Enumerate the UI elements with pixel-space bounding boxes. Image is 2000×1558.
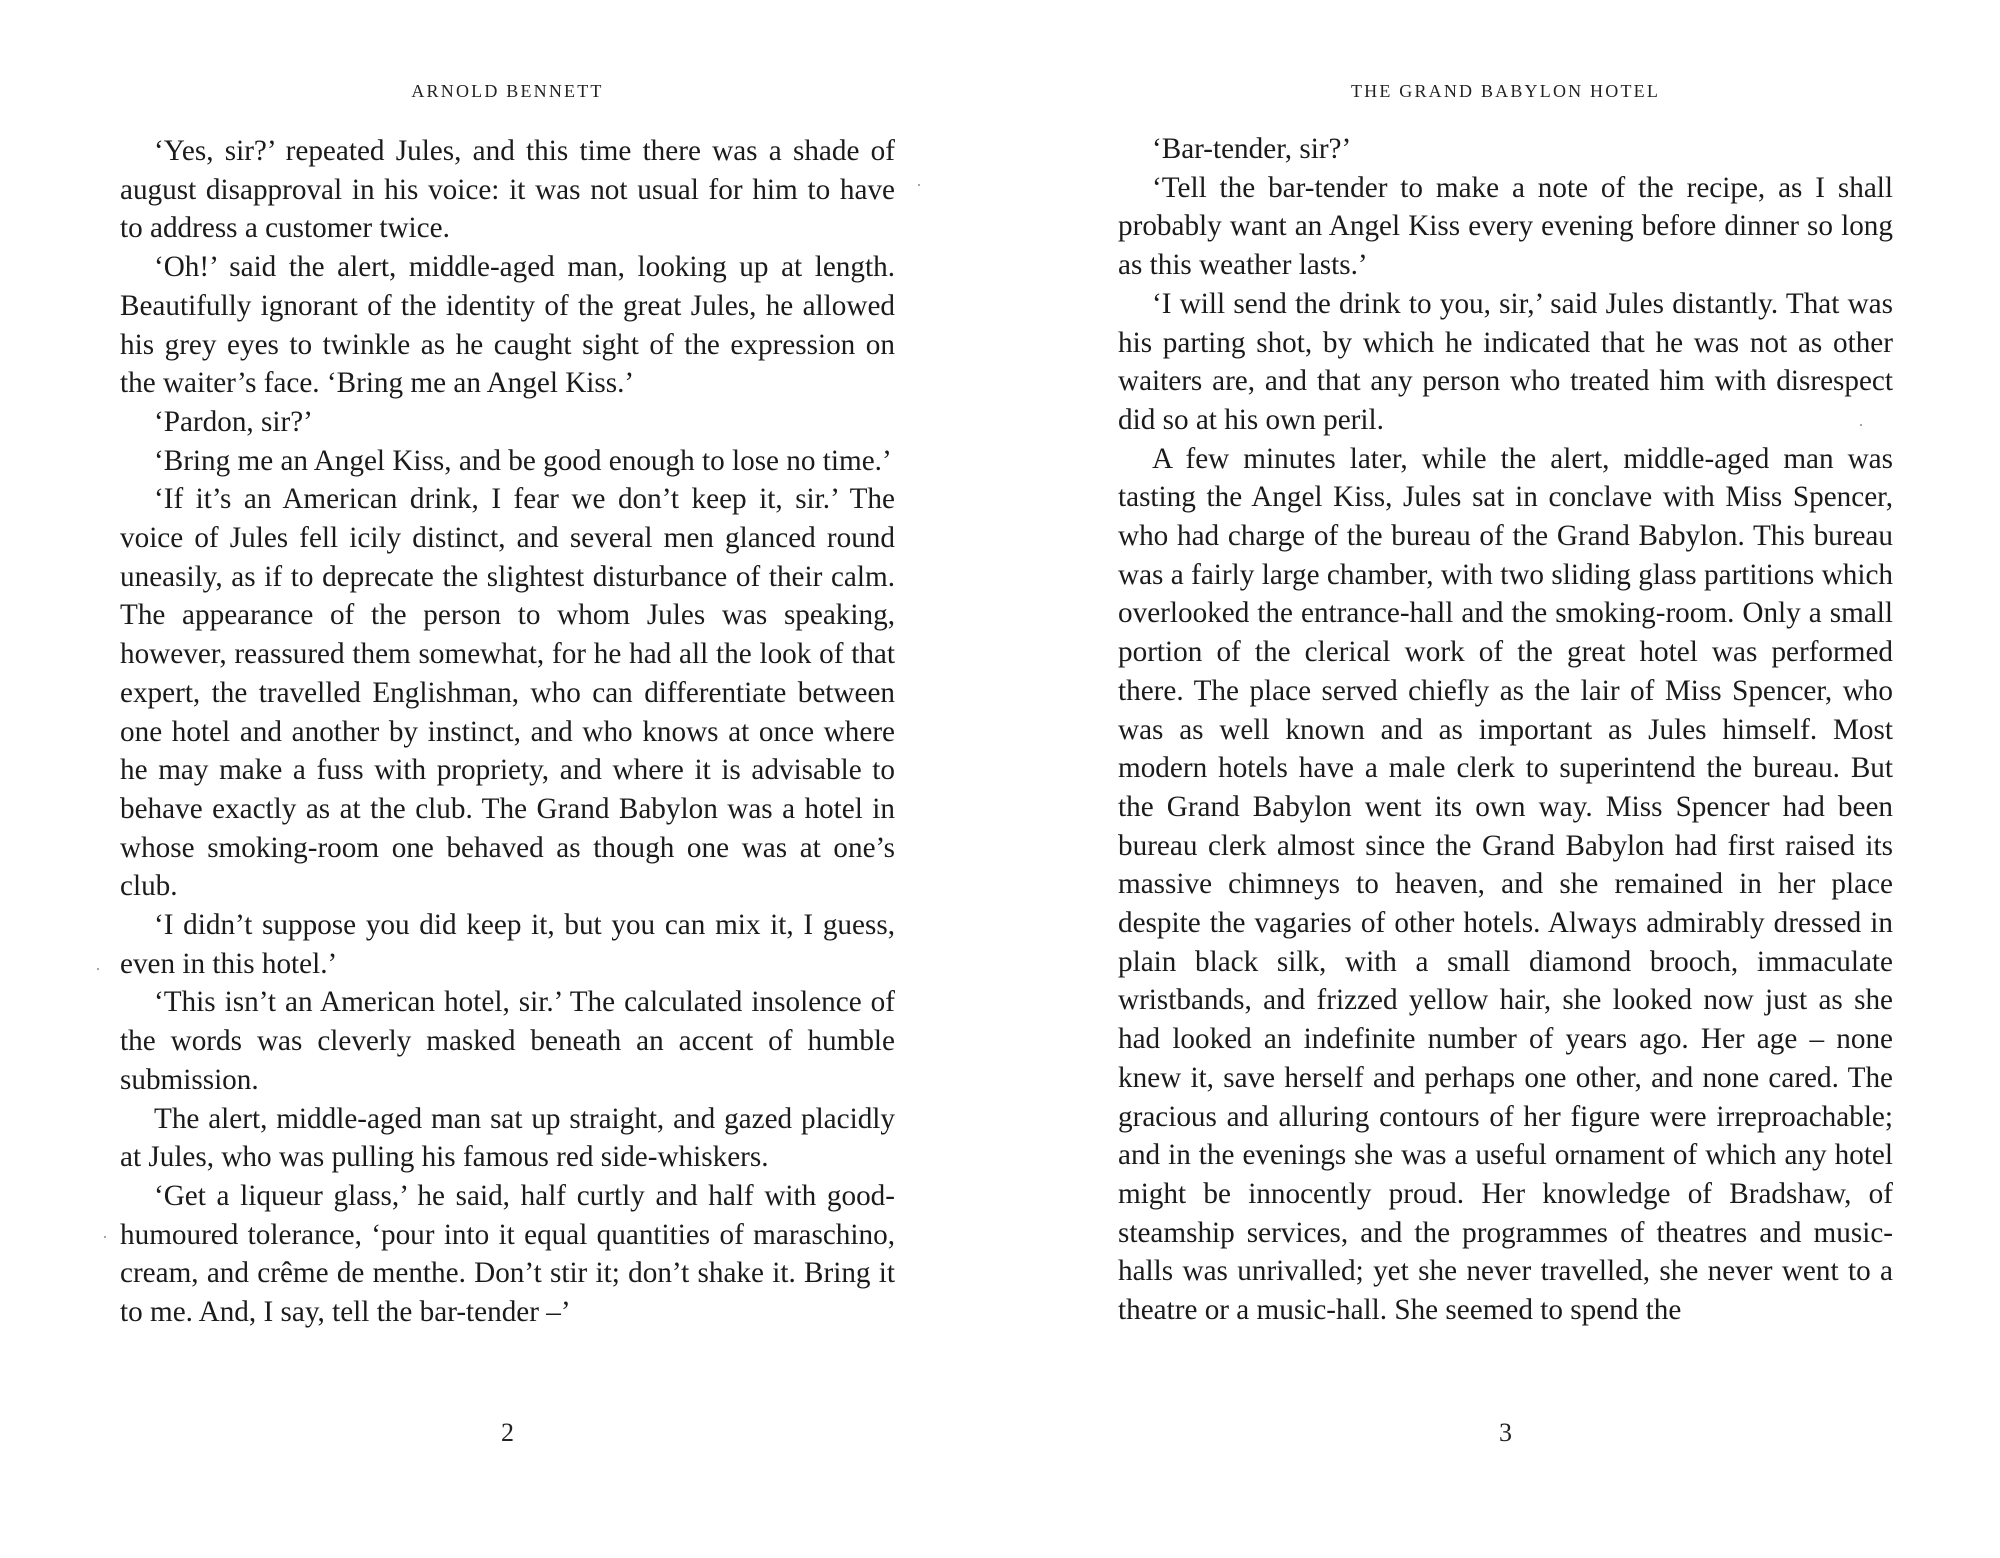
left-page: [120, 0, 895, 1558]
left-page-text: [120, 132, 895, 1332]
scan-speck: [97, 968, 99, 970]
running-head-title: THE GRAND BABYLON HOTEL: [1350, 81, 1661, 101]
scan-speck: [918, 184, 920, 186]
paragraph: ‘Oh!’ said the alert, middle-aged man, looking up at length. Beautifully ignorant of the identity of the great Jules, he allowed his grey eyes to twinkle as he caught sight of the expression on the waiter’s face. ‘Bring me an Angel Kiss.’: [120, 251, 895, 400]
paragraph: ‘If it’s an American drink, I fear we don’t keep it, sir.’ The voice of Jules fell icily distinct, and several men glanced round uneasily, as if to deprecate the slightest disturbance of their calm. The appearance of the person to whom Jules was speaking, however, reassured them somewhat, for he had all the look of that expert, the travelled Englishman, who can differentiate between one hotel and another by instinct, and who knows at once where he may make a fuss with propriety, and where it is advisable to behave exactly as at the club. The Grand Babylon was a hotel in whose smoking-room one behaved as though one was at one’s club.: [120, 483, 895, 903]
running-head-author: ARNOLD BENNETT: [411, 81, 604, 101]
paragraph: ‘Pardon, sir?’: [154, 405, 313, 438]
right-page-text: [1118, 130, 1893, 1330]
paragraph: A few minutes later, while the alert, middle-aged man was tasting the Angel Kiss, Jules sat in conclave with Miss Spencer, who had charge of the bureau of the Grand Babylon. This bureau was a fairly large chamber, with two sliding glass partitions which overlooked the entrance-hall and the smoking-room. Only a small portion of the clerical work of the great hotel was performed there. The place served chiefly as the lair of Miss Spencer, who was as well known and as important as Jules himself. Most modern hotels have a male clerk to superintend the bureau. But the Grand Babylon went its own way. Miss Spencer had been bureau clerk almost since the Grand Babylon had first raised its massive chimneys to heaven, and she remained in her place despite the vagaries of other hotels. Always admirably dressed in plain black silk, with a small diamond brooch, immaculate wristbands, and frizzed yellow hair, she looked now just as she had looked an indefinite number of years ago. Her age – none knew it, save herself and perhaps one other, and none cared. The gracious and alluring contours of her figure were irreproachable; and in the evenings she was a useful ornament of which any hotel might be innocently proud. Her knowledge of Bradshaw, of steamship services, and the programmes of theatres and music-halls was unrivalled; yet she never travelled, she never went to a theatre or a music-hall. She seemed to spend the: [1118, 442, 1893, 1327]
scan-speck: [1860, 424, 1862, 426]
paragraph: ‘Tell the bar-tender to make a note of the recipe, as I shall probably want an Angel Kiss every evening before dinner so long as this weather lasts.’: [1118, 171, 1893, 282]
paragraph: ‘I didn’t suppose you did keep it, but you can mix it, I guess, even in this hotel.’: [120, 909, 895, 980]
paragraph: ‘Bring me an Angel Kiss, and be good enough to lose no time.’: [154, 444, 892, 477]
paragraph: ‘I will send the drink to you, sir,’ said Jules distantly. That was his parting shot, by which he indicated that he was not as other waiters are, and that any person who treated him with disrespect did so at his own peril.: [1118, 287, 1893, 436]
page-number: 2: [501, 1418, 514, 1447]
paragraph: ‘Get a liqueur glass,’ he said, half curtly and half with good-humoured tolerance, ‘pour into it equal quantities of maraschino, cream, and crême de menthe. Don’t stir it; don’t shake it. Bring it to me. And, I say, tell the bar-tender –’: [120, 1179, 895, 1329]
paragraph: The alert, middle-aged man sat up straight, and gazed placidly at Jules, who was pulling his famous red side-whiskers.: [120, 1102, 895, 1174]
page-number: 3: [1499, 1418, 1512, 1447]
paragraph: ‘Bar-tender, sir?’: [1152, 133, 1352, 165]
paragraph: ‘This isn’t an American hotel, sir.’ The calculated insolence of the words was cleverly masked beneath an accent of humble submission.: [120, 986, 895, 1096]
scan-speck: [104, 1236, 106, 1238]
paragraph: ‘Yes, sir?’ repeated Jules, and this time there was a shade of august disapproval in his voice: it was not usual for him to have to address a customer twice.: [120, 135, 895, 245]
right-page: [1118, 0, 1893, 1558]
